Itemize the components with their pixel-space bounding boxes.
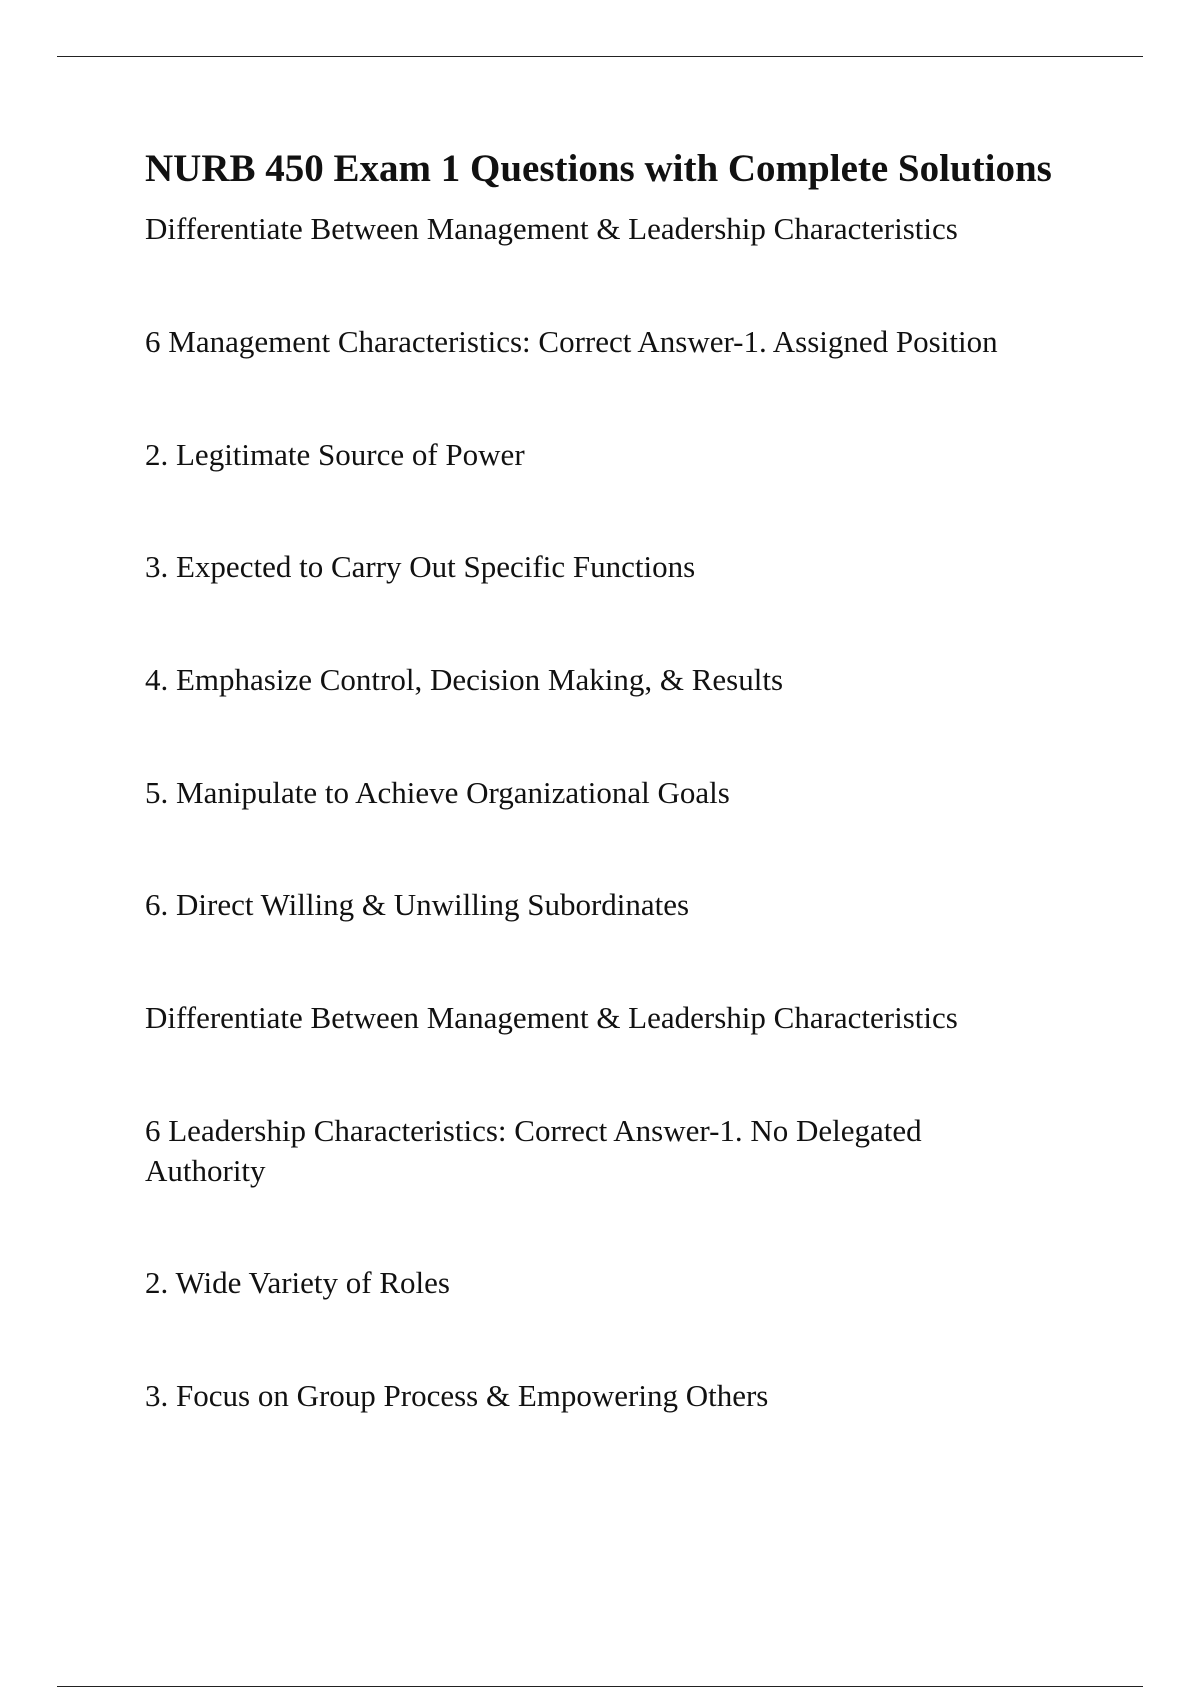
question-answer-line: 6 Management Characteristics: Correct Answer-1. Assigned Position xyxy=(145,324,998,359)
answer-item: 6. Direct Willing & Unwilling Subordinates xyxy=(145,887,690,922)
question-heading: Differentiate Between Management & Leadership Characteristics xyxy=(145,211,958,246)
answer-item: 3. Focus on Group Process & Empowering Others xyxy=(145,1378,769,1413)
answer-item: 2. Legitimate Source of Power xyxy=(145,437,525,472)
answer-item: 4. Emphasize Control, Decision Making, & Results xyxy=(145,662,784,697)
question-answer-line: 6 Leadership Characteristics: Correct Answer-1. No Delegated Authority xyxy=(145,1113,922,1188)
top-divider xyxy=(57,56,1143,57)
question-heading: Differentiate Between Management & Leadership Characteristics xyxy=(145,1000,958,1035)
answer-item: 5. Manipulate to Achieve Organizational Goals xyxy=(145,775,730,810)
answer-item: 3. Expected to Carry Out Specific Functions xyxy=(145,549,696,584)
answer-item: 2. Wide Variety of Roles xyxy=(145,1265,450,1300)
bottom-divider xyxy=(57,1686,1143,1687)
document-title: NURB 450 Exam 1 Questions with Complete Solutions xyxy=(145,147,1052,190)
